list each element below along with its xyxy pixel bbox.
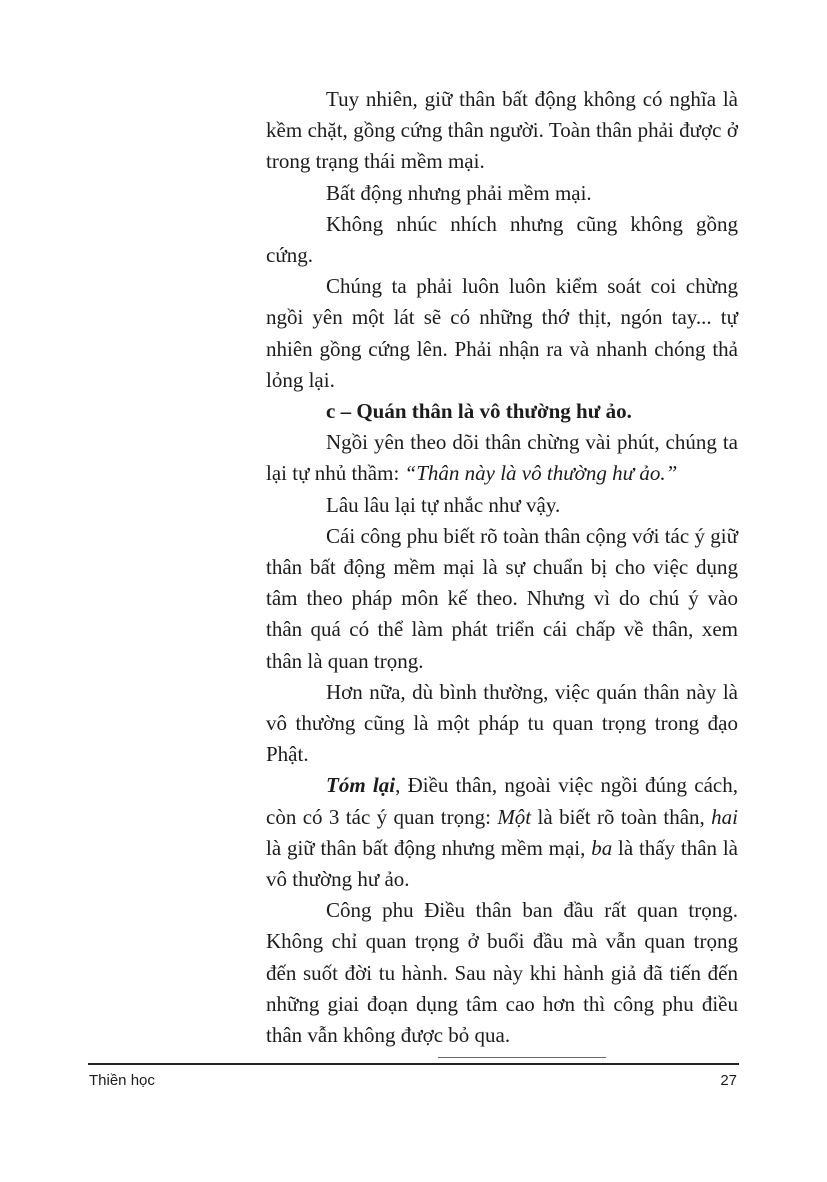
body-text (266, 84, 738, 1051)
paragraph: Hơn nữa, dù bình thường, việc quán thân này là vô thường cũng là một pháp tu quan trọng trong đạo Phật. (266, 679, 738, 767)
emphasis-hai: hai (711, 804, 738, 829)
paragraph: Cái công phu biết rõ toàn thân cộng với tác ý giữ thân bất động mềm mại là sự chuẩn bị cho việc dụng tâm theo pháp môn kế theo. Nhưng vì do chú ý vào thân quá có thể làm phát triển cái chấp về thân, xem thân là quan trọng. (266, 523, 738, 673)
paragraph: Tuy nhiên, giữ thân bất động không có nghĩa là kềm chặt, gồng cứng thân người. Toàn thân phải được ở trong trạng thái mềm mại. (266, 87, 738, 174)
summary-paragraph (266, 770, 738, 895)
paragraph: Công phu Điều thân ban đầu rất quan trọng. Không chỉ quan trọng ở buổi đầu mà vẫn quan trọng đến suốt đời tu hành. Sau này khi hành giả đã tiến đến những giai đoạn dụng tâm cao hơn thì công phu điều thân vẫn không được bỏ qua. (266, 898, 738, 1048)
page-number: 27 (720, 1072, 737, 1089)
footer-accent-line (438, 1057, 606, 1058)
paragraph-text: là giữ thân bất động nhưng mềm mại, (266, 835, 592, 860)
section-heading: c – Quán thân là vô thường hư ảo. (326, 399, 632, 424)
paragraph-text: Ngồi yên theo dõi thân chừng vài phút, chúng ta lại tự nhủ thầm: (266, 430, 738, 486)
summary-lead: Tóm lại (326, 773, 396, 798)
emphasis-mot: Một (497, 804, 532, 829)
paragraph-text: là biết rõ toàn thân, (531, 804, 712, 829)
quotation: “Thân này là vô thường hư ảo.” (404, 461, 678, 486)
paragraph (266, 427, 738, 489)
paragraph: Bất động nhưng phải mềm mại. (326, 180, 592, 205)
running-footer-title: Thiền học (89, 1072, 155, 1089)
paragraph-text: , Điều thân, ngoài việc ngồi đúng cách, còn có 3 tác ý quan trọng: (266, 773, 738, 829)
emphasis-ba: ba (591, 835, 613, 860)
paragraph: Chúng ta phải luôn luôn kiểm soát coi chừng ngồi yên một lát sẽ có những thớ thịt, ngón tay... tự nhiên gồng cứng lên. Phải nhận ra và nhanh chóng thả lỏng lại. (266, 274, 738, 392)
paragraph-text: là thấy thân là vô thường hư ảo. (266, 835, 739, 892)
paragraph: Không nhúc nhích nhưng cũng không gồng cứng. (266, 211, 738, 268)
footer-divider (88, 1063, 739, 1065)
paragraph: Lâu lâu lại tự nhắc như vậy. (326, 492, 561, 517)
